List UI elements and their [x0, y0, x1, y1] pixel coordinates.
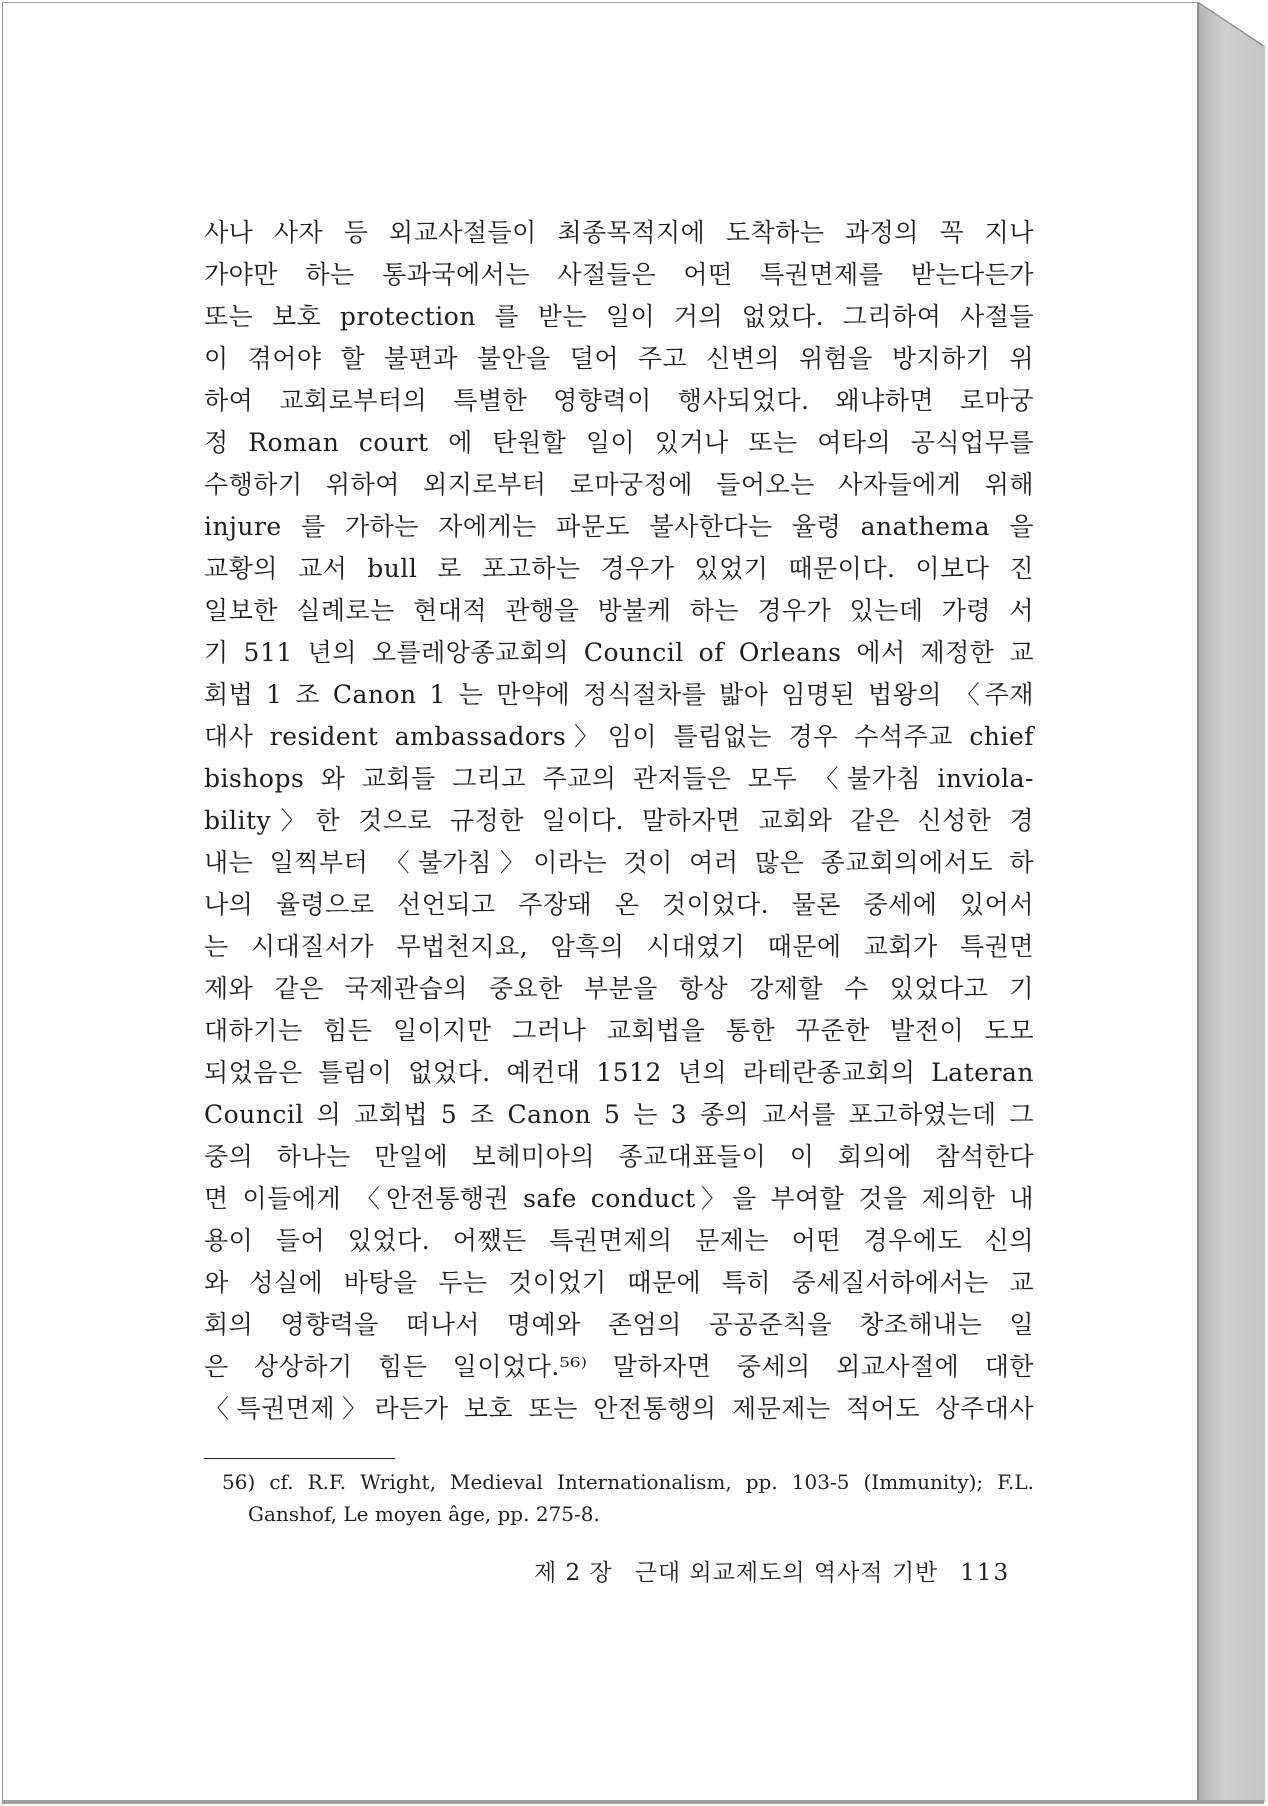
text-line: 회법 1 조 Canon 1 는 만약에 정식절차를 밟아 임명된 법왕의 〈주재	[204, 680, 1034, 709]
text-line: 은 상상하기 힘든 일이었다.⁵⁶⁾ 말하자면 중세의 외교사절에 대한	[204, 1352, 1034, 1381]
text-line: 면 이들에게 〈안전통행권 safe conduct〉을 부여할 것을 제의한 내	[204, 1184, 1034, 1213]
text-line: 대하기는 힘든 일이지만 그러나 교회법을 통한 꾸준한 발전이 도모	[204, 1016, 1034, 1045]
text-line: 수행하기 위하여 외지로부터 로마궁정에 들어오는 사자들에게 위해	[204, 470, 1034, 499]
text-line: bishops 와 교회들 그리고 주교의 관저들은 모두 〈불가침 inviola-	[204, 764, 1034, 793]
text-line: 〈특권면제〉라든가 보호 또는 안전통행의 제문제는 적어도 상주대사	[204, 1394, 1034, 1423]
footnote-divider	[204, 1458, 395, 1459]
text-line: 정 Roman court 에 탄원할 일이 있거나 또는 여타의 공식업무를	[204, 428, 1034, 457]
text-line: 는 시대질서가 무법천지요, 암흑의 시대였기 때문에 교회가 특권면	[204, 932, 1034, 961]
text-line: 중의 하나는 만일에 보헤미아의 종교대표들이 이 회의에 참석한다	[204, 1142, 1034, 1171]
text-line: 되었음은 틀림이 없었다. 예컨대 1512 년의 라테란종교회의 Lateran	[204, 1058, 1034, 1087]
text-line: 또는 보호 protection 를 받는 일이 거의 없었다. 그리하여 사절들	[204, 302, 1034, 331]
text-line: 회의 영향력을 떠나서 명예와 존엄의 공공준칙을 창조해내는 일	[204, 1310, 1034, 1339]
text-line: 기 511 년의 오를레앙종교회의 Council of Orleans 에서 제정한 교	[204, 638, 1034, 667]
text-line: Council 의 교회법 5 조 Canon 5 는 3 종의 교서를 포고하였는데 그	[204, 1100, 1034, 1129]
text-line: 대사 resident ambassadors〉임이 틀림없는 경우 수석주교 chief	[204, 722, 1034, 751]
running-footer	[534, 1554, 1010, 1587]
page-edge-corner	[1198, 2, 1264, 46]
text-line: 나의 율령으로 선언되고 주장돼 온 것이었다. 물론 중세에 있어서	[204, 890, 1034, 919]
footer-title: 근대 외교제도의 역사적 기반	[634, 1560, 939, 1586]
text-line: 이 겪어야 할 불편과 불안을 덜어 주고 신변의 위험을 방지하기 위	[204, 344, 1034, 373]
text-line: bility〉한 것으로 규정한 일이다. 말하자면 교회와 같은 신성한 경	[204, 806, 1034, 835]
text-line: 와 성실에 바탕을 두는 것이었기 때문에 특히 중세질서하에서는 교	[204, 1268, 1034, 1297]
text-line: 사나 사자 등 외교사절들이 최종목적지에 도착하는 과정의 꼭 지나	[204, 218, 1034, 247]
text-line: 내는 일찍부터 〈불가침〉이라는 것이 여러 많은 종교회의에서도 하	[204, 848, 1034, 877]
page-edge-bottom	[2, 1800, 1264, 1804]
text-line: 용이 들어 있었다. 어쨌든 특권면제의 문제는 어떤 경우에도 신의	[204, 1226, 1034, 1255]
page-edge-right	[1198, 2, 1265, 1802]
footnote-line-2: Ganshof, Le moyen âge, pp. 275-8.	[248, 1502, 600, 1526]
text-line: injure 를 가하는 자에게는 파문도 불사한다는 율령 anathema 을	[204, 512, 1034, 541]
text-line: 교황의 교서 bull 로 포고하는 경우가 있었기 때문이다. 이보다 진	[204, 554, 1034, 583]
text-line: 제와 같은 국제관습의 중요한 부분을 항상 강제할 수 있었다고 기	[204, 974, 1034, 1003]
text-line: 하여 교회로부터의 특별한 영향력이 행사되었다. 왜냐하면 로마궁	[204, 386, 1034, 415]
page-number: 113	[960, 1560, 1011, 1586]
text-line: 가야만 하는 통과국에서는 사절들은 어떤 특권면제를 받는다든가	[204, 260, 1034, 289]
text-line: 일보한 실례로는 현대적 관행을 방불케 하는 경우가 있는데 가령 서	[204, 596, 1034, 625]
body-paragraph	[204, 212, 1034, 1430]
footnote-line-1: 56) cf. R.F. Wright, Medieval Internationalism, pp. 103-5 (Immunity); F.L.	[222, 1470, 1034, 1494]
footnote	[222, 1466, 1034, 1530]
footer-chapter: 제 2 장	[534, 1560, 613, 1586]
